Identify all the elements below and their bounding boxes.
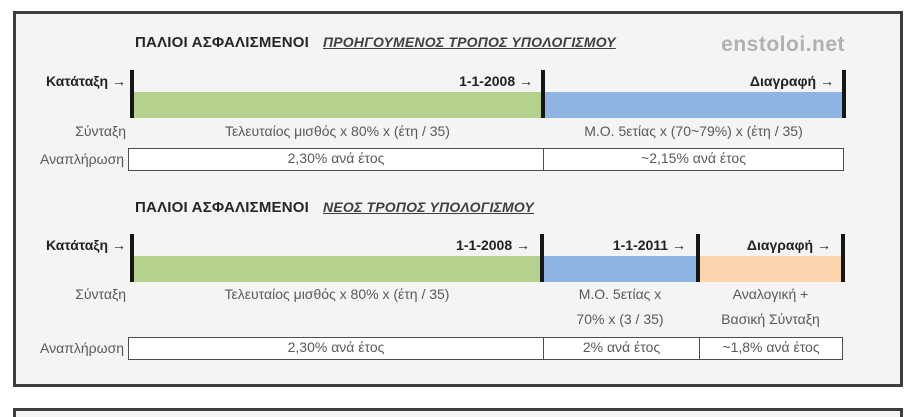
panel-old-insured	[13, 11, 903, 387]
diagram1-segment2-rate: ~2,15% ανά έτος	[543, 149, 843, 170]
timeline-tick-2011	[696, 234, 700, 282]
diagram1-subtitle: ΠΡΟΗΓΟΥΜΕΝΟΣ ΤΡΟΠΟΣ ΥΠΟΛΟΓΙΣΜΟΥ	[323, 34, 616, 50]
diagram1-title: ΠΑΛΙΟΙ ΑΣΦΑΛΙΣΜΕΝΟΙ	[135, 34, 310, 51]
diagram1-title-row	[135, 34, 616, 52]
diagram2-segment3-formula-line1: Αναλογική +	[732, 286, 809, 302]
diagram2-segment1-formula: Τελευταίος μισθός x 80% x (έτη / 35)	[224, 286, 450, 302]
timeline-tick-2008	[541, 70, 545, 118]
diagram2-segment-blue-bar	[542, 256, 698, 282]
diagram1-segment1-formula: Τελευταίος μισθός x 80% x (έτη / 35)	[225, 123, 450, 139]
diagram2-date-2008-label: 1-1-2008 →	[456, 237, 530, 253]
diagram2-pension-row-label: Σύνταξη	[75, 286, 126, 302]
diagram1-replacement-row-label: Αναπλήρωση	[40, 151, 124, 167]
diagram2-title: ΠΑΛΙΟΙ ΑΣΦΑΛΙΣΜΕΝΟΙ	[135, 199, 310, 216]
diagram2-segment-green-bar	[132, 256, 542, 282]
diagram1-segment-green-bar	[132, 92, 543, 118]
diagram2-segment2-rate: 2% ανά έτος	[543, 338, 699, 359]
diagram2-segment2-formula-line1: Μ.Ο. 5ετίας x	[578, 286, 662, 302]
diagram1-enrollment-label: Κατάταξη →	[45, 73, 126, 89]
timeline-tick-discharge	[842, 70, 846, 118]
timeline-tick-enrollment	[130, 234, 134, 282]
diagram1-pension-row-label: Σύνταξη	[75, 123, 126, 139]
diagram2-segment2-formula-line2: 70% x (3 / 35)	[576, 311, 664, 327]
diagram2-segment2-formula	[542, 286, 698, 328]
diagram1-replacement-box	[128, 148, 844, 171]
diagram1-discharge-label: Διαγραφή →	[749, 73, 834, 89]
panel-next-partial	[13, 408, 903, 417]
timeline-tick-enrollment	[130, 70, 134, 118]
diagram2-enrollment-label: Κατάταξη →	[45, 237, 126, 253]
diagram1-segment1-rate: 2,30% ανά έτος	[287, 150, 385, 166]
diagram2-subtitle: ΝΕΟΣ ΤΡΟΠΟΣ ΥΠΟΛΟΓΙΣΜΟΥ	[323, 199, 534, 215]
diagram2-segment3-formula	[698, 286, 843, 328]
diagram2-segment3-formula-line2: Βασική Σύνταξη	[721, 311, 820, 327]
timeline-tick-2008	[540, 234, 544, 282]
diagram2-discharge-label: Διαγραφή →	[746, 237, 831, 253]
diagram2-segment3-rate: ~1,8% ανά έτος	[699, 338, 842, 359]
diagram1-segment-blue-bar	[543, 92, 844, 118]
diagram2-title-row	[135, 199, 534, 217]
diagram2-segment1-rate: 2,30% ανά έτος	[287, 339, 385, 355]
diagram2-segment-orange-bar	[698, 256, 843, 282]
diagram2-date-2011-label: 1-1-2011 →	[612, 237, 686, 253]
timeline-tick-discharge	[841, 234, 845, 282]
watermark: enstoloi.net	[721, 33, 845, 56]
diagram2-replacement-row-label: Αναπλήρωση	[40, 340, 124, 356]
diagram1-date-2008-label: 1-1-2008 →	[459, 73, 533, 89]
diagram1-segment2-formula: Μ.Ο. 5ετίας x (70~79%) x (έτη / 35)	[584, 123, 803, 139]
diagram2-replacement-box	[128, 337, 843, 360]
